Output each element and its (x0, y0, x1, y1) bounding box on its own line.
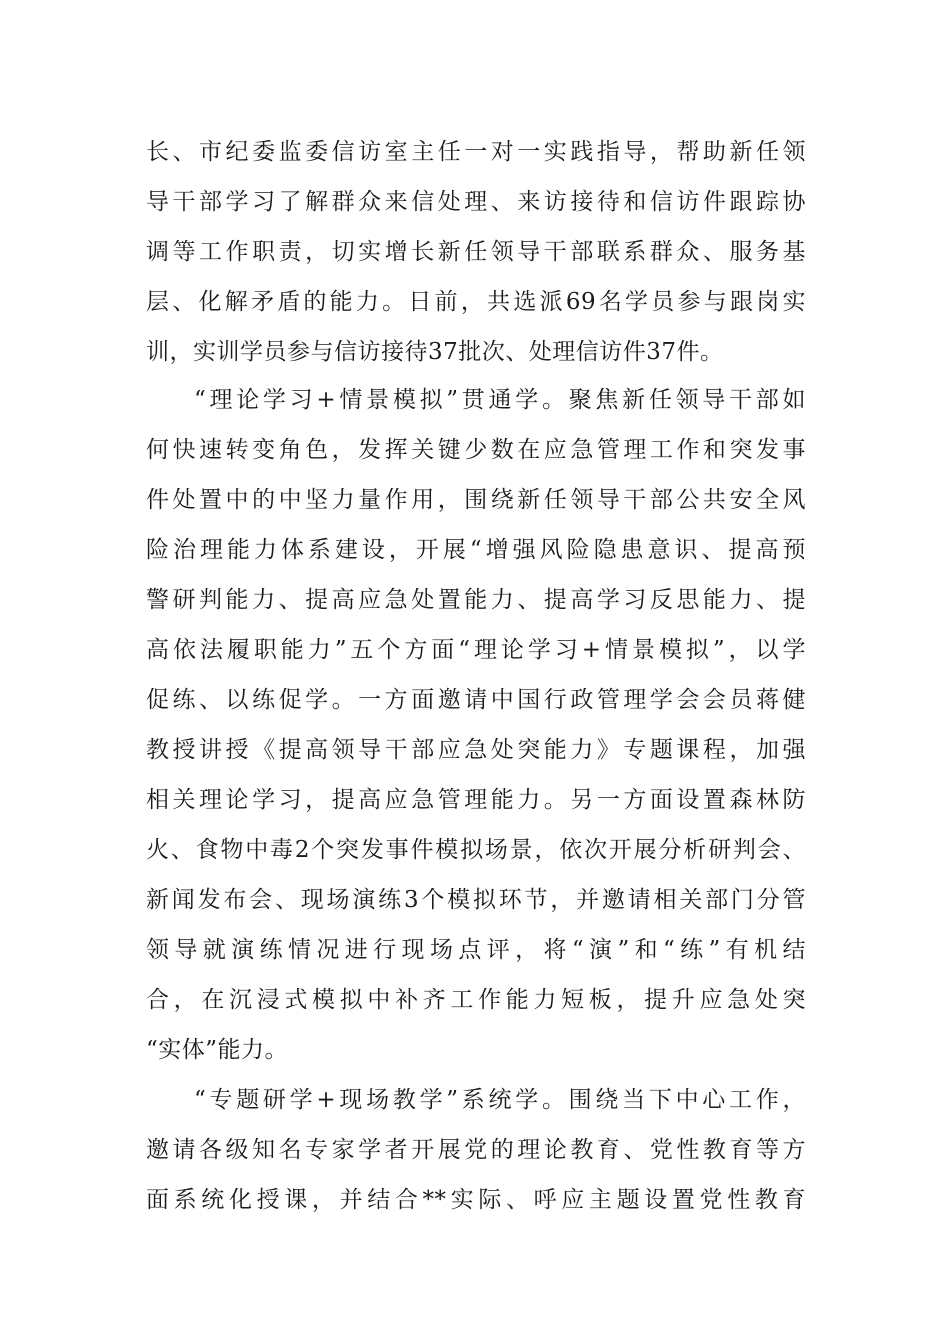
text-line-16: 新闻发布会、现场演练3个模拟环节，并邀请相关部门分管 (146, 887, 806, 913)
text-line-5: 训，实训学员参与信访接待37批次、处理信访件37件。 (146, 339, 724, 365)
text-line-12: 促练、以练促学。一方面邀请中国行政管理学会会员蒋健 (146, 687, 806, 713)
text-line-8: 件处置中的中坚力量作用，围绕新任领导干部公共安全风 (146, 487, 806, 513)
text-line-2: 导干部学习了解群众来信处理、来访接待和信访件跟踪协 (146, 189, 806, 215)
text-line-9: 险治理能力体系建设，开展“增强风险隐患意识、提高预 (146, 537, 806, 563)
text-line-15: 火、食物中毒2个突发事件模拟场景，依次开展分析研判会、 (146, 837, 806, 863)
text-line-4: 层、化解矛盾的能力。日前，共选派69名学员参与跟岗实 (146, 289, 806, 315)
text-line-3: 调等工作职责，切实增长新任领导干部联系群众、服务基 (146, 239, 806, 265)
text-line-13: 教授讲授《提高领导干部应急处突能力》专题课程，加强 (146, 737, 806, 763)
text-line-17: 领导就演练情况进行现场点评，将“演”和“练”有机结 (146, 937, 806, 963)
text-line-10: 警研判能力、提高应急处置能力、提高学习反思能力、提 (146, 587, 806, 613)
text-line-22: 面系统化授课，并结合**实际、呼应主题设置党性教育 (146, 1187, 806, 1213)
text-line-11: 高依法履职能力”五个方面“理论学习+情景模拟”，以学 (146, 637, 806, 663)
text-line-21: 邀请各级知名专家学者开展党的理论教育、党性教育等方 (146, 1137, 806, 1163)
text-line-14: 相关理论学习，提高应急管理能力。另一方面设置森林防 (146, 787, 806, 813)
paragraph-heading-special-study: “专题研学+现场教学”系统学。围绕当下中心工作， (194, 1087, 806, 1113)
text-line-1: 长、市纪委监委信访室主任一对一实践指导，帮助新任领 (146, 139, 806, 165)
text-line-19: “实体”能力。 (146, 1037, 289, 1063)
paragraph-heading-theory-simulation: “理论学习+情景模拟”贯通学。聚焦新任领导干部如 (194, 387, 806, 413)
text-line-18: 合，在沉浸式模拟中补齐工作能力短板，提升应急处突 (146, 987, 806, 1013)
text-line-7: 何快速转变角色，发挥关键少数在应急管理工作和突发事 (146, 437, 806, 463)
